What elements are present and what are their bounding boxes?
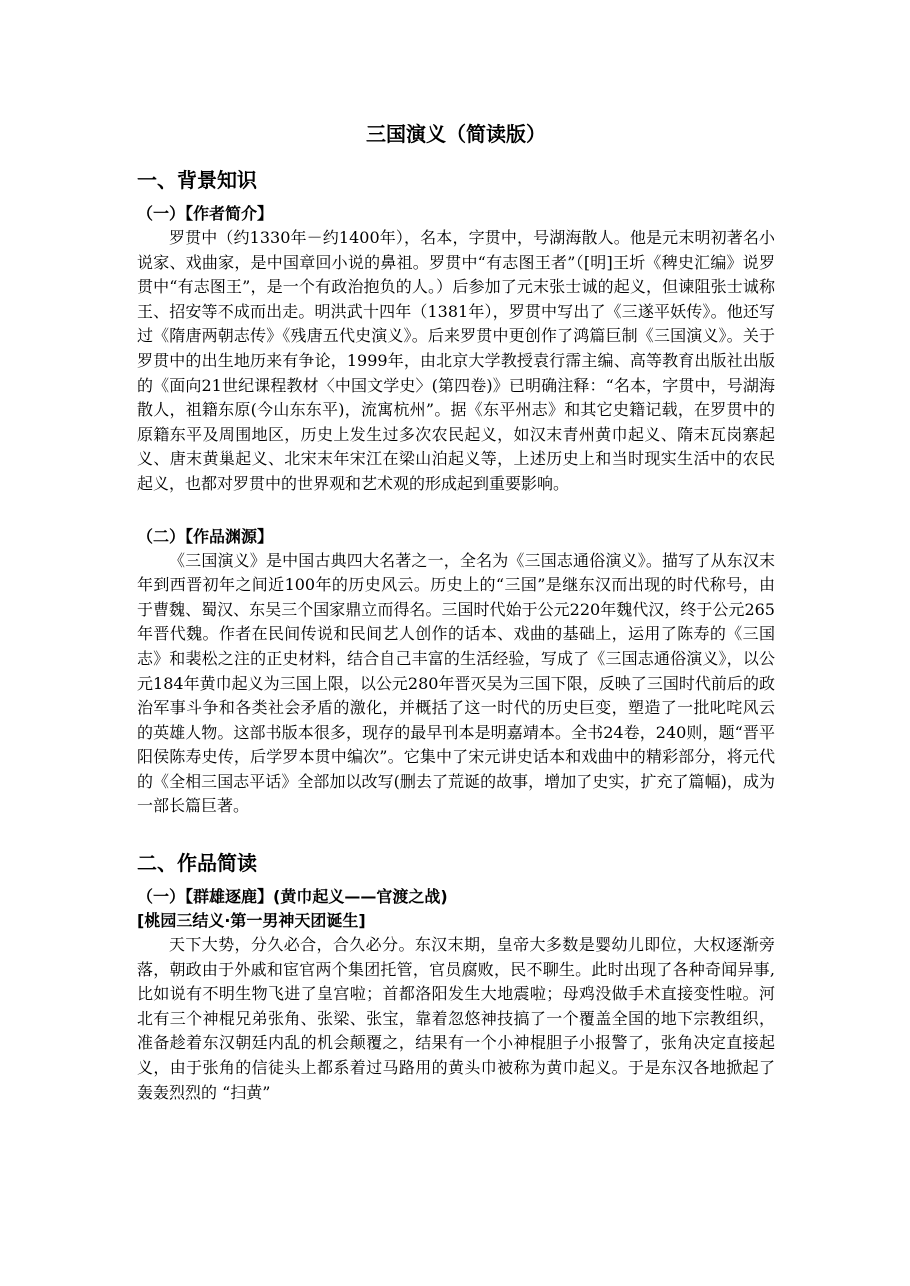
subsection-heading-origin: （二）【作品渊源】: [137, 526, 274, 546]
section-heading: 一、背景知识: [137, 168, 257, 192]
section-reading: [137, 849, 775, 1105]
chapter-paragraph: 天下大势，分久必合，合久必分。东汉末期，皇帝大多数是婴幼儿即位，大权逐渐旁落，朝政由于外戚和宦官两个集团托管，官员腐败，民不聊生。此时出现了各种奇闻异事,比如说有不明生物飞进了皇宫啦；首都洛阳发生大地震啦；母鸡没做手术直接变性啦。河北有三个神棍兄弟张角、张梁、张宝，靠着忽悠神技搞了一个覆盖全国的地下宗教组织，准备趁着东汉朝廷内乱的机会颠覆之，结果有一个小神棍胆子小报警了，张角决定直接起义，由于张角的信徒头上都系着过马路用的黄头巾被称为黄巾起义。于是东汉各地掀起了轰轰烈烈的 “扫黄”: [137, 935, 775, 1102]
section-heading: 二、作品简读: [137, 851, 257, 876]
chapter-subheading: [桃园三结义·第一男神天团诞生]: [137, 911, 366, 931]
subsection-heading-warlords: （一）【群雄逐鹿】(黄巾起义——官渡之战): [137, 887, 448, 907]
document-page: [137, 120, 775, 1105]
origin-paragraph: 《三国演义》是中国古典四大名著之一，全名为《三国志通俗演义》。描写了从东汉末年到西晋初年之间近100年的历史风云。历史上的“三国”是继东汉而出现的时代称号，由于曹魏、蜀汉、东吴三个国家鼎立而得名。三国时代始于公元220年魏代汉，终于公元265年晋代魏。作者在民间传说和民间艺人创作的话本、戏曲的基础上，运用了陈寿的《三国志》和裴松之注的正史材料，结合自己丰富的生活经验，写成了《三国志通俗演义》，以公元184年黄巾起义为三国上限，以公元280年晋灭吴为三国下限，反映了三国时代前后的政治军事斗争和各类社会矛盾的激化，并概括了这一时代的历史巨变，塑造了一批叱咤风云的英雄人物。这部书版本很多，现存的最早刊本是明嘉靖本。全书24卷，240则，题“晋平阳侯陈寿史传，后学罗本贯中编次”。它集中了宋元讲史话本和戏曲中的精彩部分，将元代的《全相三国志平话》全部加以改写(删去了荒诞的故事，增加了史实，扩充了篇幅)，成为一部长篇巨著。: [137, 550, 775, 816]
author-paragraph: 罗贯中（约1330年－约1400年），名本，字贯中，号湖海散人。他是元末明初著名小说家、戏曲家，是中国章回小说的鼻祖。罗贯中“有志图王者”（[明]王圻《稗史汇编》说罗贯中“有志图王”，是一个有政治抱负的人。）后参加了元末张士诚的起义，但谏阻张士诚称王、招安等不成而出走。明洪武十四年（1381年），罗贯中写出了《三遂平妖传》。他还写过《隋唐两朝志传》《残唐五代史演义》。后来罗贯中更创作了鸿篇巨制《三国演义》。关于罗贯中的出生地历来有争论，1999年，由北京大学教授袁行霈主编、高等教育出版社出版的《面向21世纪课程教材〈中国文学史〉(第四卷)》已明确注释：“名本，字贯中，号湖海散人，祖籍东原(今山东东平)，流寓杭州”。据《东平州志》和其它史籍记载，在罗贯中的原籍东平及周围地区，历史上发生过多次农民起义，如汉末青州黄巾起义、隋末瓦岗寨起义、唐末黄巢起义、北宋末年宋江在梁山泊起义等，上述历史上和当时现实生活中的农民起义，也都对罗贯中的世界观和艺术观的形成起到重要影响。: [137, 228, 775, 493]
subsection-heading-author: （一）【作者简介】: [137, 204, 274, 223]
section-background: [137, 166, 775, 819]
document-title: 三国演义（简读版）: [366, 122, 546, 146]
